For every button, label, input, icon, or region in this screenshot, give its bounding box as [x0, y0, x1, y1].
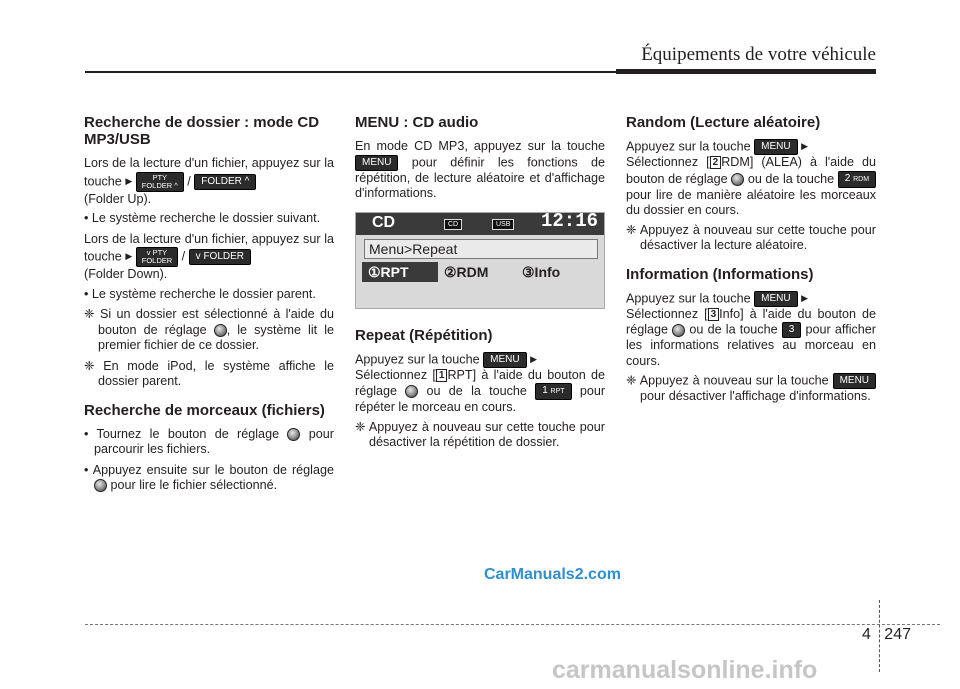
section-title-menu-cd: MENU : CD audio: [355, 114, 479, 131]
note-info-off: [626, 373, 876, 405]
text: Appuyez sur la touche: [355, 351, 480, 366]
screen-usb-badge: USB: [492, 219, 514, 230]
display-screen-image: [355, 209, 605, 309]
rpt-key-icon: [535, 383, 571, 400]
tune-knob-icon: [287, 428, 300, 441]
tune-knob-icon: [731, 173, 744, 186]
screen-option-rdm: ②RDM: [444, 263, 489, 280]
number-2-icon: 2: [710, 156, 722, 169]
arrow-right-icon: ▶: [125, 175, 133, 186]
key-label: FOLDER: [141, 180, 173, 190]
note-random-off: ❈ Appuyez à nouveau sur cette touche pour désactiver la lecture aléatoire.: [626, 222, 876, 252]
screen-menu-path: Menu>Repeat: [364, 239, 598, 259]
key-label: PTY: [152, 248, 168, 257]
section-title-repeat: Repeat (Répétition): [355, 326, 493, 344]
note-ipod: ❈ En mode iPod, le système affiche le dossier parent.: [84, 358, 334, 388]
arrow-right-icon: ▶: [801, 141, 808, 152]
arrow-right-icon: ▶: [530, 353, 537, 364]
text: Sélectionnez [: [626, 155, 710, 169]
rdm-key-icon: [838, 171, 876, 188]
text: pour lire le fichier sélectionné.: [110, 478, 278, 492]
key-label: PTY: [152, 172, 168, 182]
text: Appuyez sur la touche: [626, 139, 751, 154]
arrow-right-icon: ▶: [801, 292, 808, 303]
bullet-turn-knob: [84, 427, 334, 458]
text: pour lire de manière aléatoire les morceaux du dossier en cours.: [626, 187, 876, 217]
text: Info] à l'aide du bouton de réglage: [626, 306, 876, 337]
number-1-icon: 1: [436, 369, 448, 382]
info-key-icon: 3: [782, 322, 802, 338]
tune-knob-icon: [405, 385, 418, 398]
separator: /: [187, 173, 191, 188]
bullet-parent-folder: • Le système recherche le dossier parent.: [84, 286, 316, 301]
text: Appuyez sur la touche: [626, 290, 751, 305]
chapter-number: 4: [862, 626, 871, 643]
text: (Folder Down).: [84, 267, 168, 281]
paragraph-menu: [355, 139, 605, 202]
text: pour définir les fonctions de répétition, de lecture aléatoire et d'affichage d'informations.: [355, 154, 606, 200]
menu-key-icon: MENU: [754, 291, 797, 307]
paragraph-random: [626, 139, 876, 219]
tune-knob-icon: [94, 479, 107, 492]
note-repeat-off: ❈ Appuyez à nouveau sur cette touche pour désactiver la répétition de dossier.: [355, 419, 605, 449]
section-title-track-search: Recherche de morceaux (fichiers): [84, 401, 325, 419]
text: ou de la touche: [689, 322, 778, 337]
footer-rule: [85, 624, 940, 625]
watermark-footer: carmanualsonline.info: [552, 656, 818, 684]
menu-key-icon: MENU: [483, 352, 526, 368]
text: ou de la touche: [747, 171, 835, 186]
section-title-folder-search: Recherche de dossier : mode CD MP3/USB: [84, 114, 320, 148]
chevron-down-icon: v: [146, 248, 151, 257]
screen-clock: 12:16: [540, 209, 598, 232]
key-number: 1: [542, 385, 548, 396]
text: En mode CD MP3, appuyez sur la touche: [355, 139, 605, 153]
text: pour répéter le morceau en cours.: [355, 383, 606, 414]
text: • Tournez le bouton de réglage: [84, 426, 280, 441]
text: • Appuyez ensuite sur le bouton de réglage: [84, 462, 334, 477]
note-folder-select: [84, 307, 334, 354]
folder-down-key-icon: [189, 249, 251, 265]
number-3-icon: 3: [708, 308, 720, 321]
pty-folder-up-key-icon: [136, 172, 184, 192]
key-label: FOLDER: [141, 256, 173, 265]
text: pour afficher les informations relatives au morceau en cours.: [626, 322, 876, 368]
screen-option-info: ③Info: [522, 263, 561, 280]
paragraph-repeat: [355, 352, 605, 416]
text: ❈ Si un dossier est sélectionné à l'aide du bouton de réglage: [84, 307, 334, 337]
key-label: FOLDER: [203, 251, 244, 262]
column-2: [355, 108, 605, 456]
text: Lors de la lecture d'un fichier, appuyez sur la touche: [84, 156, 334, 188]
column-1: [84, 108, 334, 499]
watermark-link[interactable]: CarManuals2.com: [484, 566, 621, 583]
text: ❈ Appuyez à nouveau sur la touche: [626, 373, 829, 388]
bullet-press-knob: [84, 463, 334, 494]
menu-key-icon: MENU: [754, 139, 797, 155]
text: RPT] à l'aide du bouton de réglage: [355, 367, 605, 398]
text: Sélectionnez [: [355, 367, 436, 382]
arrow-right-icon: ▶: [125, 251, 133, 262]
key-label: RPT: [550, 388, 565, 395]
key-number: 2: [844, 172, 851, 184]
pty-folder-down-key-icon: [136, 247, 178, 267]
paragraph-folder-down: [84, 232, 334, 283]
menu-key-icon: MENU: [355, 155, 398, 171]
screen-status-bar: [356, 209, 604, 235]
tune-knob-icon: [672, 324, 685, 337]
text: (Folder Up).: [84, 191, 152, 206]
text: pour désactiver l'affichage d'informations.: [640, 389, 871, 403]
paragraph-folder-up: [84, 156, 334, 207]
chevron-up-icon: ^: [244, 175, 250, 187]
text: ou de la touche: [426, 383, 527, 398]
folder-up-key-icon: [194, 174, 256, 190]
screen-source: CD: [372, 213, 396, 231]
tune-knob-icon: [214, 324, 227, 337]
key-label: FOLDER: [201, 175, 242, 187]
paragraph-information: [626, 291, 876, 370]
header-rule-accent: [616, 69, 876, 74]
bullet-next-folder: • Le système recherche le dossier suivant.: [84, 211, 321, 225]
key-label: RDM: [853, 175, 870, 183]
menu-key-icon: MENU: [833, 373, 876, 389]
text: RDM] (ALEA) à l'aide du bouton de réglage: [626, 155, 876, 186]
section-title-information: Information (Informations): [626, 265, 814, 283]
screen-option-rpt: ①RPT: [362, 262, 438, 282]
chevron-down-icon: v: [195, 251, 201, 262]
screen-cd-badge: CD: [444, 219, 462, 230]
text: Sélectionnez [: [626, 306, 708, 321]
text: pour parcourir les fichiers.: [94, 426, 335, 456]
section-title-random: Random (Lecture aléatoire): [626, 114, 821, 131]
page-header-title: Équipements de votre véhicule: [641, 44, 876, 65]
page-number-value: 247: [884, 626, 911, 643]
chevron-up-icon: ^: [174, 180, 178, 190]
text: Lors de la lecture d'un fichier, appuyez sur la touche: [84, 231, 334, 264]
separator: /: [181, 249, 186, 264]
text: , le système lit le premier fichier de ce dossier.: [98, 322, 334, 352]
page-number: [862, 626, 911, 644]
column-3: [626, 108, 876, 410]
